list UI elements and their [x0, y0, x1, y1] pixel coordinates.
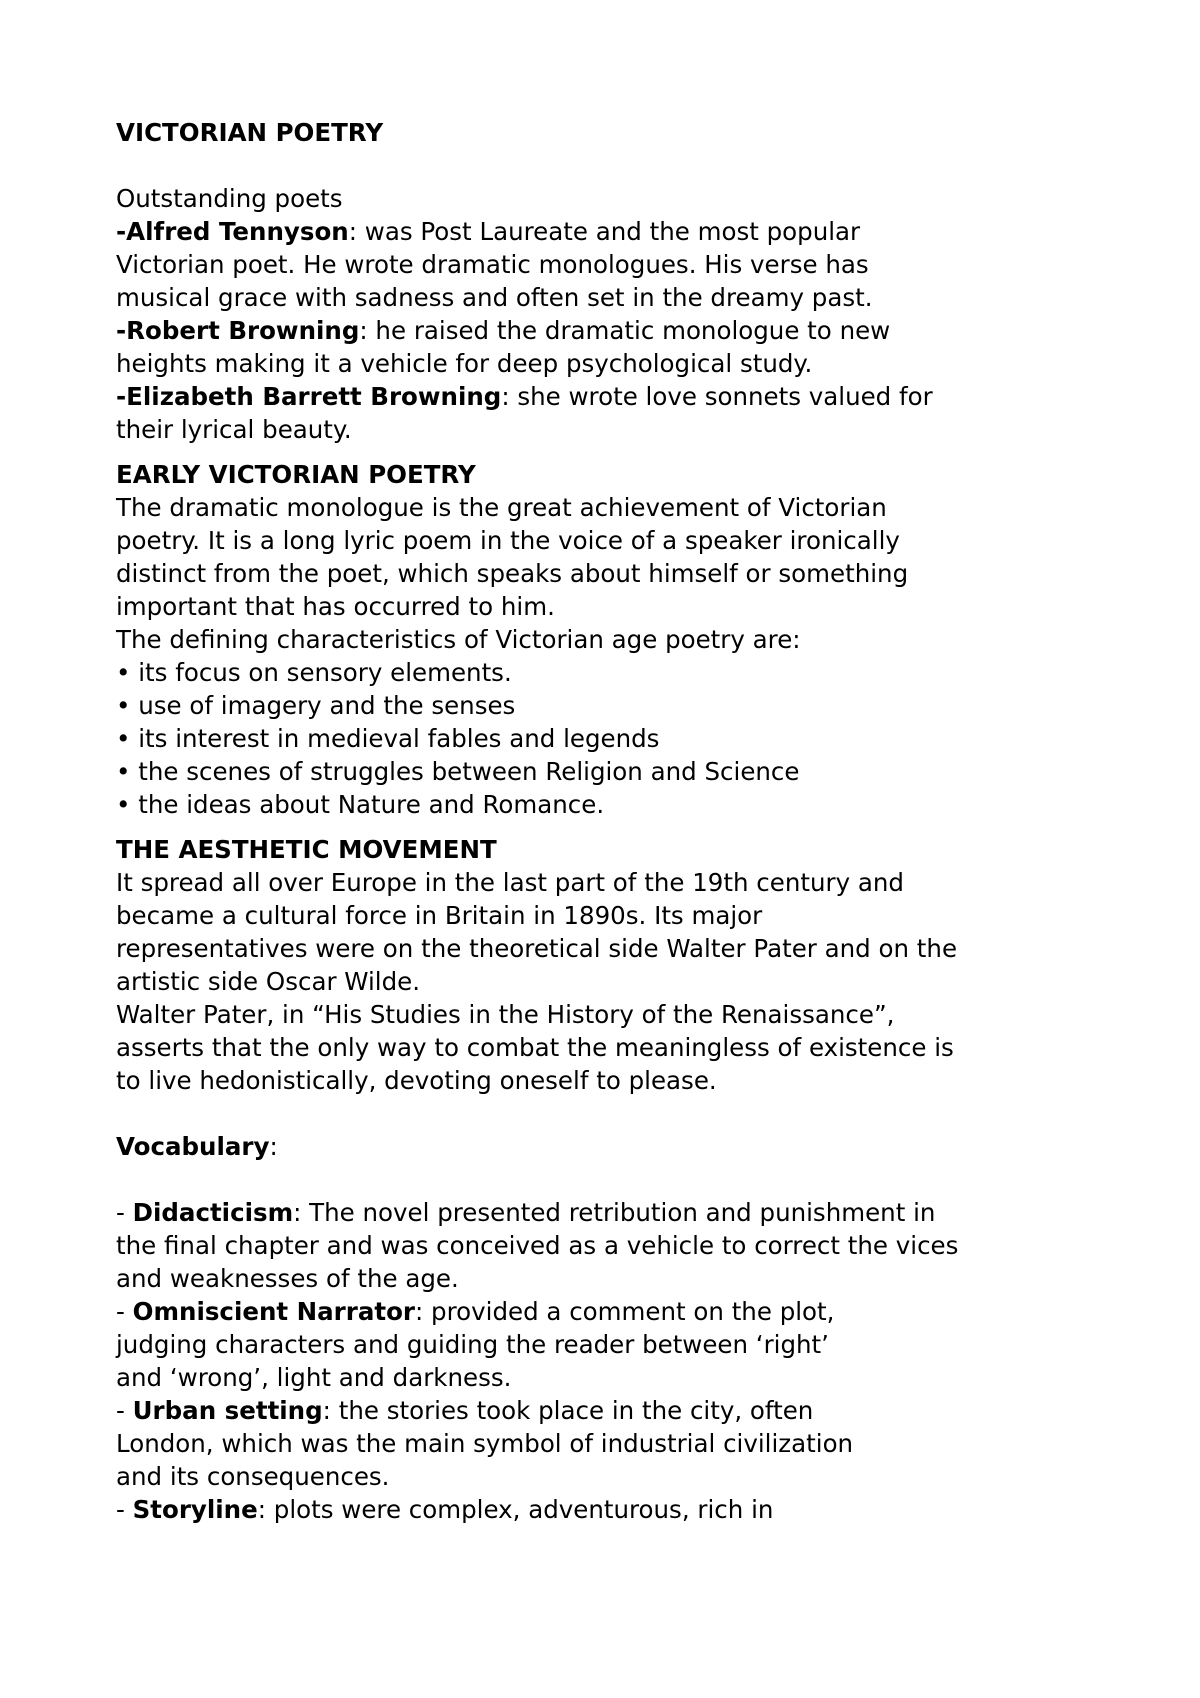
document-title: VICTORIAN POETRY — [116, 118, 384, 147]
poet-entry-tennyson: -Alfred Tennyson: was Post Laureate and the most popular Victorian poet. He wrote dramatic monologues. His verse has musical grace with sadness and often set in the dreamy past. — [116, 217, 873, 312]
poet-name: -Robert Browning — [116, 316, 360, 345]
paragraph-line: It spread all over Europe in the last part of the 19th century and — [116, 868, 904, 897]
list-item: • its focus on sensory elements. — [116, 658, 512, 687]
characteristics-list — [116, 656, 1116, 821]
list-item: • the scenes of struggles between Religion and Science — [116, 757, 800, 786]
poet-name: -Elizabeth Barrett Browning — [116, 382, 502, 411]
paragraph-line: The dramatic monologue is the great achievement of Victorian — [116, 493, 887, 522]
vocab-term: Storyline — [132, 1495, 258, 1524]
paragraph-line: representatives were on the theoretical side Walter Pater and on the — [116, 934, 958, 963]
list-item: • the ideas about Nature and Romance. — [116, 790, 605, 819]
paragraph-line: artistic side Oscar Wilde. — [116, 967, 421, 996]
paragraph-line: Walter Pater, in “His Studies in the History of the Renaissance”, — [116, 1000, 895, 1029]
poets-section — [116, 182, 1116, 446]
poet-name: -Alfred Tennyson — [116, 217, 349, 246]
poet-entry-elizabeth-browning: -Elizabeth Barrett Browning: she wrote love sonnets valued for their lyrical beauty. — [116, 382, 933, 444]
vocab-term: Omniscient Narrator — [132, 1297, 416, 1326]
section-heading: THE AESTHETIC MOVEMENT — [116, 835, 497, 864]
paragraph-line: poetry. It is a long lyric poem in the voice of a speaker ironically — [116, 526, 900, 555]
poets-intro: Outstanding poets — [116, 184, 343, 213]
vocab-term: Urban setting — [132, 1396, 323, 1425]
vocab-entry-didacticism: - Didacticism: The novel presented retribution and punishment in the final chapter and was conceived as a vehicle to correct the vices and weaknesses of the age. — [116, 1198, 959, 1293]
poet-entry-robert-browning: -Robert Browning: he raised the dramatic monologue to new heights making it a vehicle for deep psychological study. — [116, 316, 891, 378]
paragraph-line: distinct from the poet, which speaks about himself or something — [116, 559, 909, 588]
aesthetic-movement-section — [116, 833, 1116, 1097]
vocabulary-section — [116, 1130, 1116, 1526]
vocab-entry-urban-setting: - Urban setting: the stories took place in the city, often London, which was the main symbol of industrial civilization and its consequences. — [116, 1396, 854, 1491]
paragraph-line: asserts that the only way to combat the meaningless of existence is — [116, 1033, 954, 1062]
paragraph-line: important that has occurred to him. — [116, 592, 555, 621]
paragraph-line: became a cultural force in Britain in 1890s. Its major — [116, 901, 763, 930]
paragraph-line: The defining characteristics of Victorian age poetry are: — [116, 625, 801, 654]
section-heading: Vocabulary: — [116, 1132, 278, 1161]
early-victorian-section — [116, 458, 1116, 821]
section-heading: EARLY VICTORIAN POETRY — [116, 460, 476, 489]
document-page — [116, 116, 1116, 1526]
list-item: • its interest in medieval fables and legends — [116, 724, 660, 753]
list-item: • use of imagery and the senses — [116, 691, 516, 720]
vocab-entry-omniscient-narrator: - Omniscient Narrator: provided a comment on the plot, judging characters and guiding the reader between ‘right’ and ‘wrong’, light and darkness. — [116, 1297, 835, 1392]
vocab-term: Didacticism — [132, 1198, 294, 1227]
vocab-entry-storyline: - Storyline: plots were complex, adventurous, rich in — [116, 1495, 774, 1524]
paragraph-line: to live hedonistically, devoting oneself to please. — [116, 1066, 717, 1095]
